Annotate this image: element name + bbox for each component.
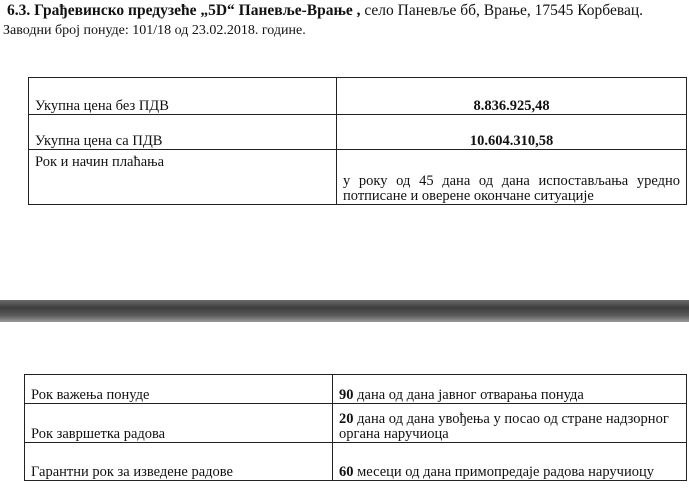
page-break <box>0 300 689 322</box>
price-with-vat-value: 10.604.310,58 <box>337 115 687 150</box>
price-without-vat-value: 8.836.925,48 <box>337 78 687 115</box>
offer-number-line: Заводни број понуде: 101/18 од 23.02.2018. године. <box>3 23 306 38</box>
table-row <box>29 150 687 205</box>
offer-heading <box>7 2 687 20</box>
table-row <box>25 375 687 404</box>
offer-validity-text: дана од дана јавног отварања понуда <box>353 387 584 403</box>
company-name: Грађевинско предузеће „5D“ Паневље-Врање , <box>34 2 361 19</box>
row-label-completion-deadline: Рок завршетка радова <box>25 404 333 443</box>
row-label-warranty-period: Гарантни рок за изведене радове <box>25 443 333 481</box>
warranty-period-value <box>333 443 687 481</box>
row-label-payment-terms: Рок и начин плаћања <box>29 150 337 205</box>
row-label-offer-validity: Рок важења понуде <box>25 375 333 404</box>
price-table <box>28 77 687 205</box>
table-row <box>25 443 687 481</box>
row-label-price-without-vat: Укупна цена без ПДВ <box>29 78 337 115</box>
terms-table <box>24 374 687 481</box>
completion-deadline-number: 20 <box>339 411 354 427</box>
table-row <box>29 115 687 150</box>
payment-terms-value: у року од 45 дана од дана испостављања уредно потписане и оверене окончане ситуације <box>337 150 687 205</box>
offer-validity-value <box>333 375 687 404</box>
row-label-price-with-vat: Укупна цена са ПДВ <box>29 115 337 150</box>
warranty-period-text: месеци од дана примопредаје радова наручиоцу <box>353 464 654 480</box>
completion-deadline-value <box>333 404 687 443</box>
offer-validity-number: 90 <box>339 387 354 403</box>
table-row <box>29 78 687 115</box>
completion-deadline-text: дана од дана увођења у посао од стране надзорног органа наручиоца <box>339 411 669 442</box>
table-row <box>25 404 687 443</box>
section-number: 6.3. <box>7 2 31 19</box>
warranty-period-number: 60 <box>339 464 354 480</box>
company-address: село Паневље бб, Врање, 17545 Корбевац. <box>364 2 644 19</box>
